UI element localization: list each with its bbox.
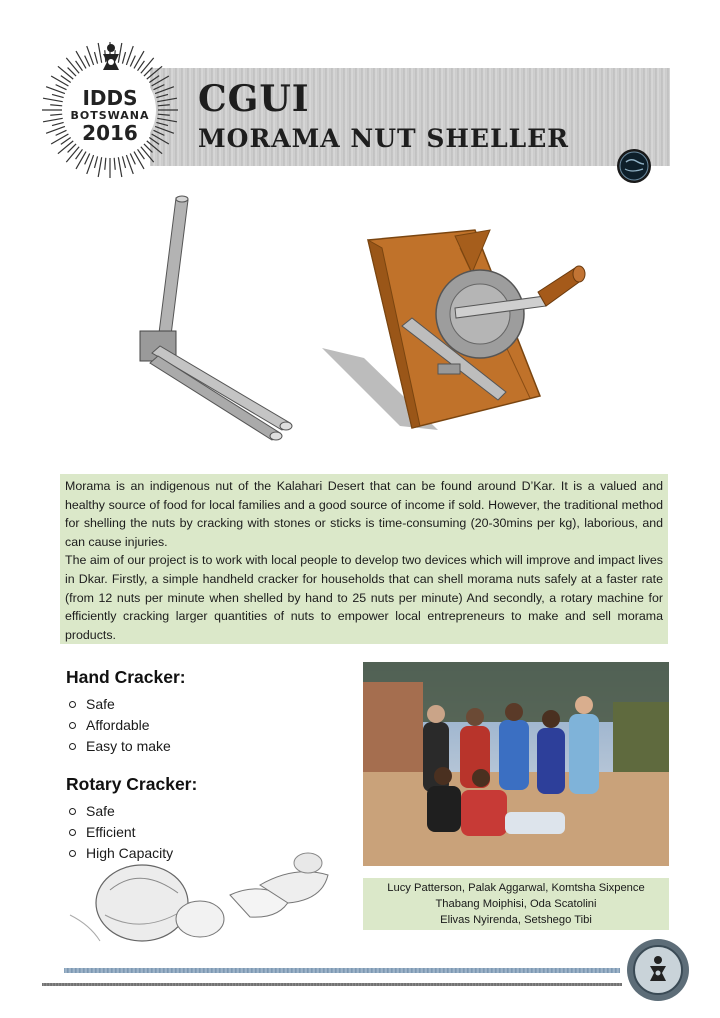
hand-cracker-title: Hand Cracker: [66,667,186,687]
caption-line: Elivas Nyirenda, Setshego Tibi [440,914,592,926]
bullet-icon [69,743,76,750]
rotary-cracker-drawing [322,230,585,430]
hand-cracker-section [66,667,186,757]
footer-divider-blue [64,968,620,973]
hand-cracker-drawing [140,196,292,440]
rotary-cracker-title: Rotary Cracker: [66,774,198,794]
logo-country: BOTSWANA [70,109,150,122]
globe-icon [616,148,652,189]
team-caption [363,878,669,930]
list-item: Safe [66,694,186,715]
list-item: Easy to make [66,736,186,757]
logo-idds: IDDS [82,86,138,110]
caption-line: Lucy Patterson, Palak Aggarwal, Komtsha Sixpence [387,882,645,894]
bullet-icon [69,701,76,708]
logo-year: 2016 [82,121,138,145]
bullet-icon [69,808,76,815]
list-item: High Capacity [66,843,197,864]
idds-logo [40,40,180,180]
idds-emblem-icon [100,42,122,77]
team-photo [363,662,669,871]
intro-text-block [60,474,668,644]
footer-divider-grey [42,983,622,986]
bullet-icon [69,829,76,836]
caption-line: Thabang Moiphisi, Oda Scatolini [435,898,597,910]
list-item: Safe [66,801,197,822]
page-title: CGUI [198,78,310,120]
list-item: Efficient [66,822,197,843]
footer-emblem-icon [626,938,690,1007]
morama-nut-sketch [60,845,350,960]
intro-paragraph-1: Morama is an indigenous nut of the Kalahari Desert that can be found around D’Kar. It is a valued and healthy source of food for local families and a good source of income if sold. However, the traditional method for shelling the nuts by cracking with stones or sticks is time-consuming (20-30mins per kg), laborious, and can cause injuries. [65,479,663,549]
intro-paragraph-2: The aim of our project is to work with local people to develop two devices which will improve and impact lives in Dkar. Firstly, a simple handheld cracker for households that can shell morama nuts safely at a faster rate (from 12 nuts per minute when shelled by hand to 25 nuts per minute) And secondly, a rotary machine for efficiently cracking larger quantities of nuts to empower local entrepreneurs to make and sell morama products. [65,553,663,642]
page-subtitle: MORAMA NUT SHELLER [198,124,570,153]
list-item: Affordable [66,715,186,736]
devices-illustration [120,188,600,463]
bullet-icon [69,722,76,729]
